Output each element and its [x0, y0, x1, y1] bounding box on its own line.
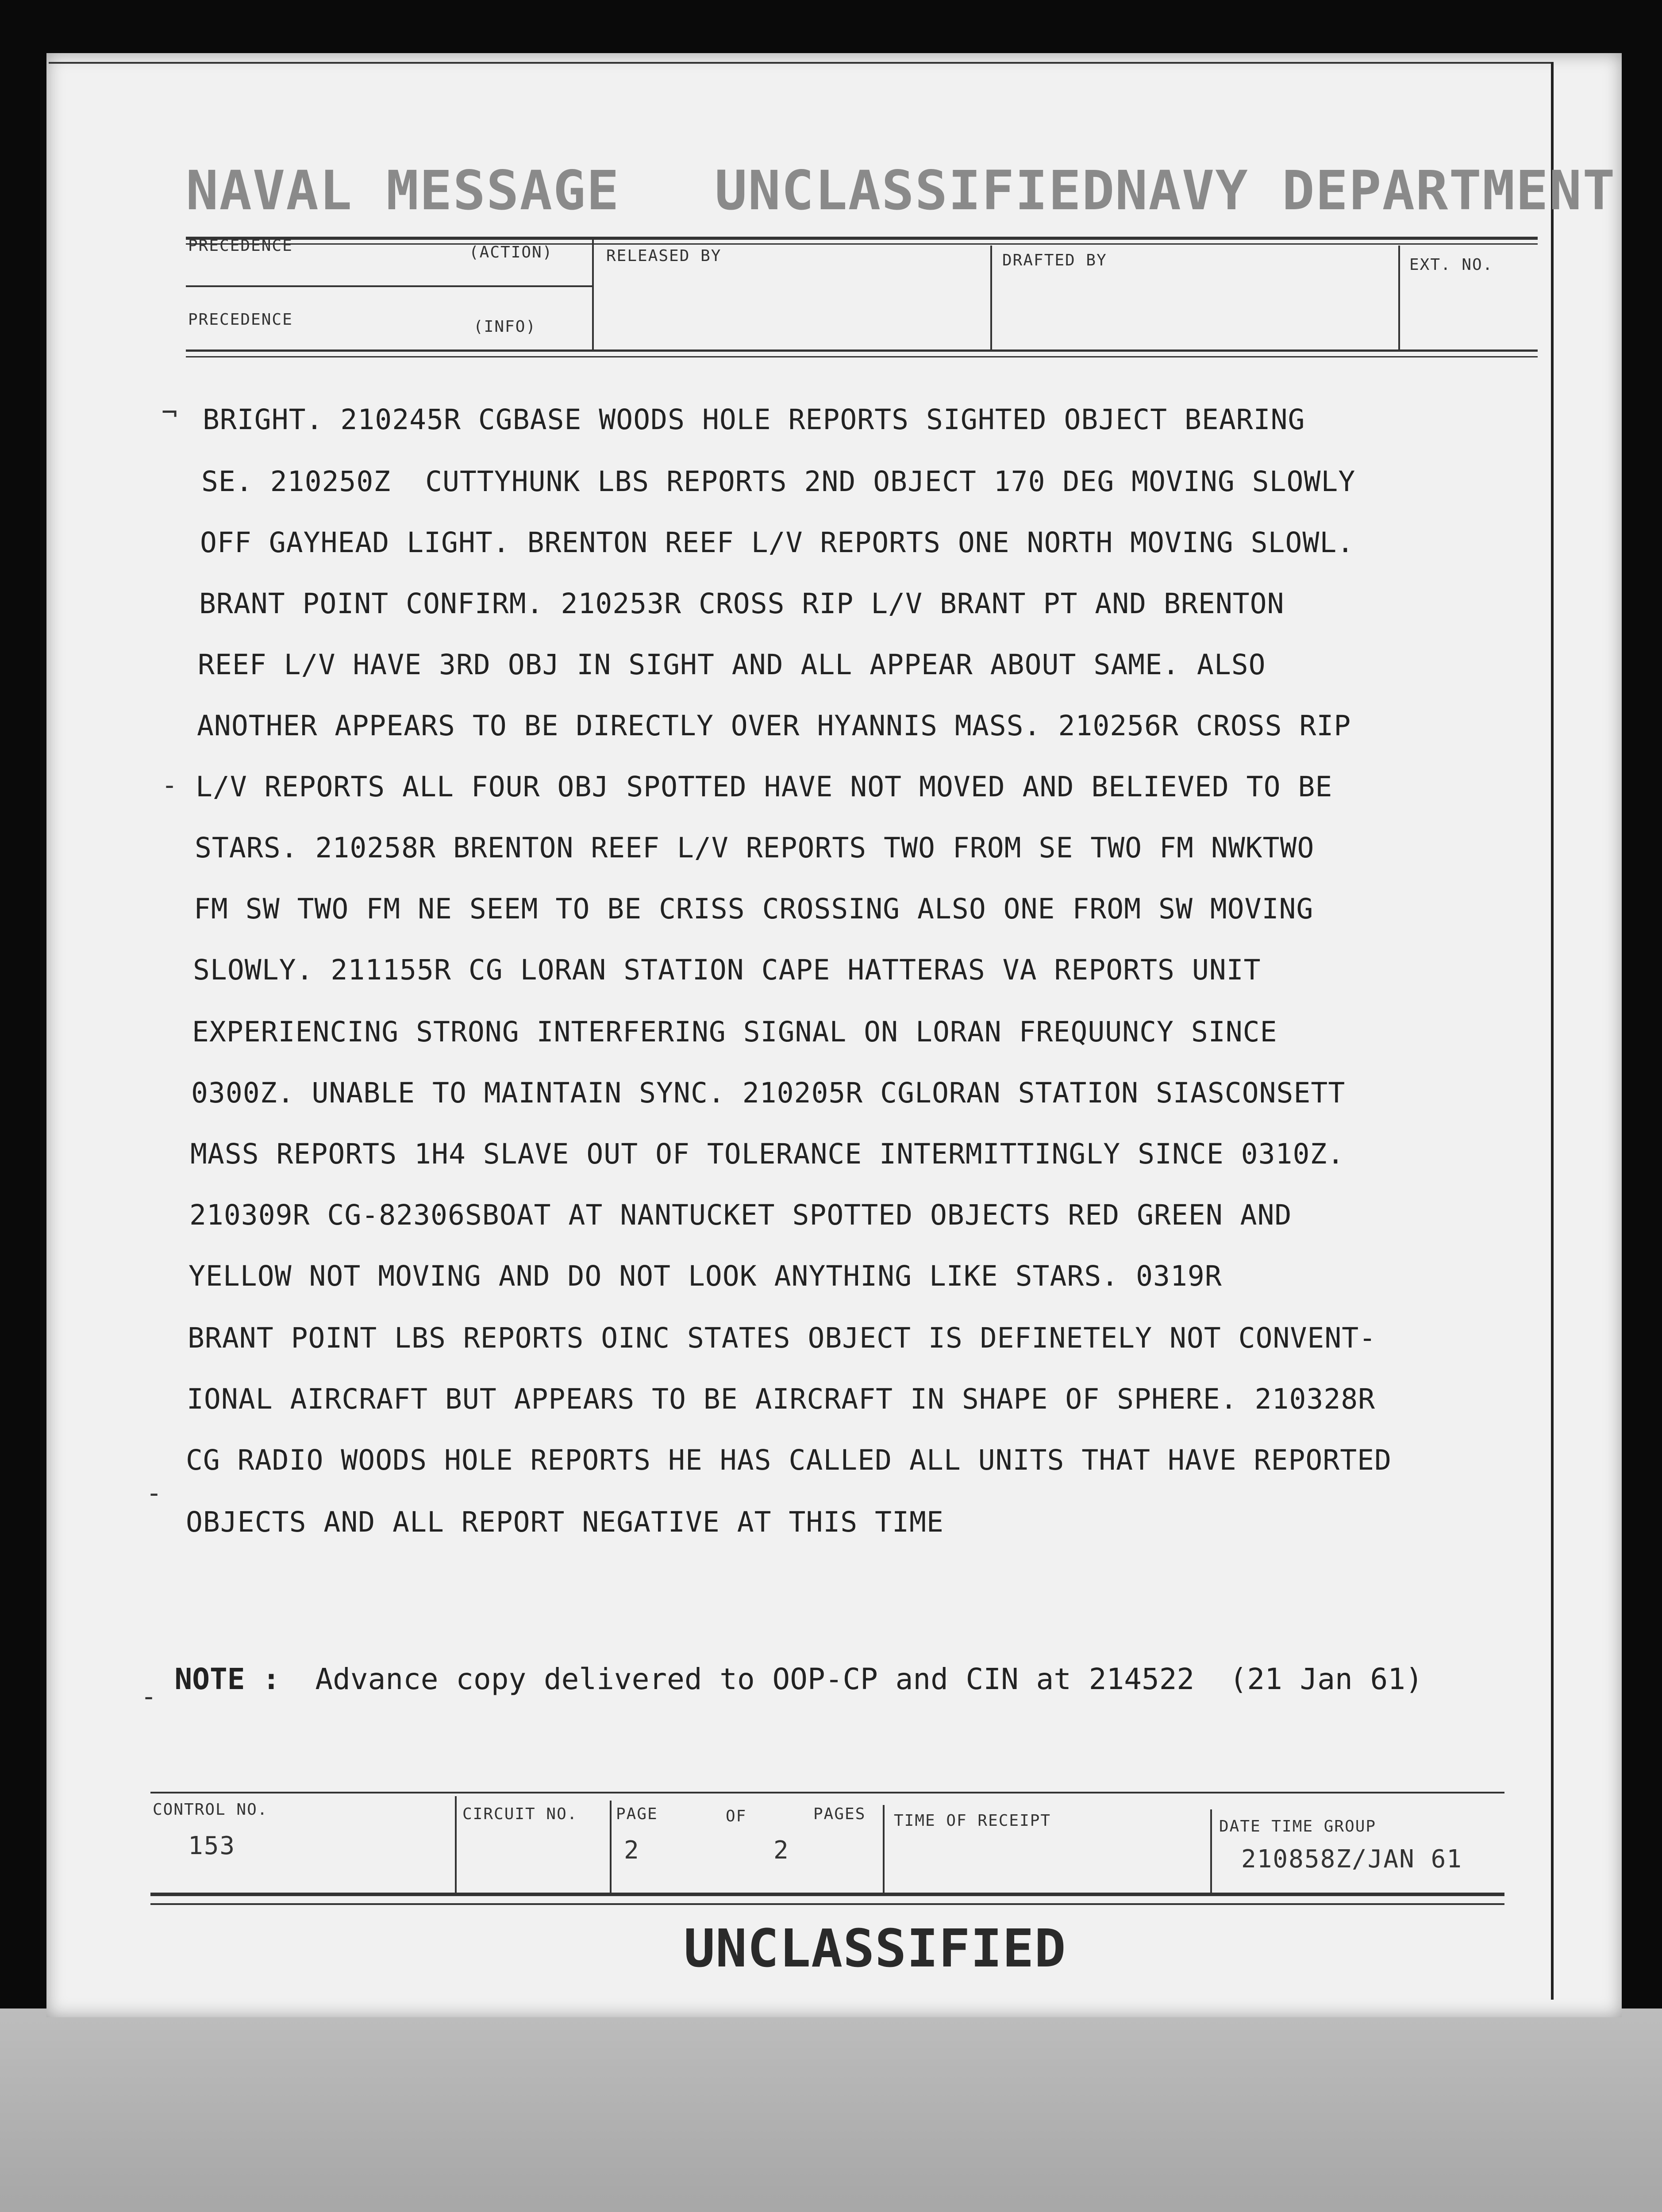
footer-divider-4: [1210, 1809, 1212, 1893]
margin-dash-mark: -: [146, 1478, 162, 1509]
date-time-group-value: 210858Z/JAN 61: [1241, 1845, 1463, 1874]
page-label: PAGE: [616, 1805, 658, 1823]
page-value: 2: [624, 1836, 640, 1865]
message-line: OFF GAYHEAD LIGHT. BRENTON REEF L/V REPORTS ONE NORTH MOVING SLOWL.: [200, 526, 1354, 559]
message-line: L/V REPORTS ALL FOUR OBJ SPOTTED HAVE NOT MOVED AND BELIEVED TO BE: [196, 771, 1333, 803]
info-label: (INFO): [473, 318, 537, 336]
footer-divider-3: [883, 1805, 885, 1893]
message-line: SLOWLY. 211155R CG LORAN STATION CAPE HATTERAS VA REPORTS UNIT: [193, 954, 1261, 986]
margin-bracket-mark: ¬: [162, 397, 178, 428]
message-line: YELLOW NOT MOVING AND DO NOT LOOK ANYTHING LIKE STARS. 0319R: [189, 1260, 1222, 1292]
note-label: NOTE :: [174, 1662, 280, 1696]
routing-bottom-rule-2: [186, 356, 1538, 357]
action-label: (ACTION): [469, 243, 553, 261]
routing-top-rule: [186, 237, 1538, 240]
message-line: ANOTHER APPEARS TO BE DIRECTLY OVER HYANNIS MASS. 210256R CROSS RIP: [197, 710, 1351, 742]
routing-mid-rule: [186, 285, 593, 287]
footer-bottom-rule-2: [150, 1903, 1504, 1905]
scan-lower-area: [0, 2008, 1662, 2212]
drafted-by-label: DRAFTED BY: [1002, 251, 1107, 269]
message-line: 0300Z. UNABLE TO MAINTAIN SYNC. 210205R CGLORAN STATION SIASCONSETT: [191, 1077, 1346, 1109]
precedence-action-label: PRECEDENCE: [188, 237, 293, 255]
message-line: CG RADIO WOODS HOLE REPORTS HE HAS CALLED ALL UNITS THAT HAVE REPORTED: [186, 1444, 1392, 1476]
footer-top-rule: [150, 1792, 1504, 1793]
date-time-group-label: DATE TIME GROUP: [1219, 1817, 1377, 1836]
message-line: EXPERIENCING STRONG INTERFERING SIGNAL ON LORAN FREQUUNCY SINCE: [192, 1016, 1277, 1048]
note-line: [139, 1628, 1423, 1696]
pages-value: 2: [773, 1836, 789, 1865]
message-line: SE. 210250Z CUTTYHUNK LBS REPORTS 2ND OBJECT 170 DEG MOVING SLOWLY: [201, 465, 1356, 498]
ext-no-label: EXT. NO.: [1409, 256, 1493, 274]
sheet-top-edge: [49, 62, 1553, 64]
margin-dash-mark: -: [162, 770, 178, 801]
message-line: STARS. 210258R BRENTON REEF L/V REPORTS TWO FROM SE TWO FM NWKTWO: [195, 832, 1315, 864]
message-line: MASS REPORTS 1H4 SLAVE OUT OF TOLERANCE INTERMITTINGLY SINCE 0310Z.: [190, 1138, 1345, 1170]
note-text: Advance copy delivered to OOP-CP and CIN at 214522 (21 Jan 61): [315, 1662, 1423, 1696]
released-by-label: RELEASED BY: [606, 247, 722, 265]
header-naval-message: NAVAL MESSAGE: [186, 159, 620, 222]
footer-bottom-rule: [150, 1893, 1504, 1896]
routing-divider-3: [1398, 246, 1400, 352]
time-of-receipt-label: TIME OF RECEIPT: [894, 1812, 1051, 1830]
footer-divider-2: [610, 1801, 612, 1893]
message-line: BRANT POINT LBS REPORTS OINC STATES OBJECT IS DEFINETELY NOT CONVENT-: [188, 1322, 1377, 1354]
circuit-no-label: CIRCUIT NO.: [462, 1805, 578, 1823]
margin-dash-mark: -: [141, 1681, 157, 1712]
message-line: OBJECTS AND ALL REPORT NEGATIVE AT THIS TIME: [186, 1506, 944, 1538]
of-label: OF: [726, 1807, 747, 1825]
routing-divider-2: [990, 246, 992, 352]
message-line: REEF L/V HAVE 3RD OBJ IN SIGHT AND ALL APPEAR ABOUT SAME. ALSO: [198, 649, 1266, 681]
message-line: BRIGHT. 210245R CGBASE WOODS HOLE REPORTS SIGHTED OBJECT BEARING: [203, 403, 1305, 436]
message-line: IONAL AIRCRAFT BUT APPEARS TO BE AIRCRAFT IN SHAPE OF SPHERE. 210328R: [187, 1383, 1376, 1415]
routing-bottom-rule: [186, 349, 1538, 352]
pages-label: PAGES: [813, 1805, 866, 1823]
header-navy-department: NAVY DEPARTMENT: [1115, 159, 1616, 222]
footer-divider-1: [455, 1796, 457, 1893]
routing-top-rule-2: [186, 243, 1538, 245]
control-no-label: CONTROL NO.: [153, 1801, 268, 1819]
control-no-value: 153: [188, 1832, 236, 1860]
precedence-info-label: PRECEDENCE: [188, 311, 293, 329]
message-line: FM SW TWO FM NE SEEM TO BE CRISS CROSSING ALSO ONE FROM SW MOVING: [194, 893, 1314, 925]
header-classification: UNCLASSIFIED: [715, 159, 1116, 222]
message-line: BRANT POINT CONFIRM. 210253R CROSS RIP L/V BRANT PT AND BRENTON: [199, 588, 1285, 620]
routing-divider-1: [592, 239, 594, 352]
sheet-right-edge: [1551, 62, 1554, 2000]
footer-classification-stamp: UNCLASSIFIED: [684, 1918, 1066, 1979]
message-line: 210309R CG-82306SBOAT AT NANTUCKET SPOTTED OBJECTS RED GREEN AND: [189, 1199, 1292, 1231]
